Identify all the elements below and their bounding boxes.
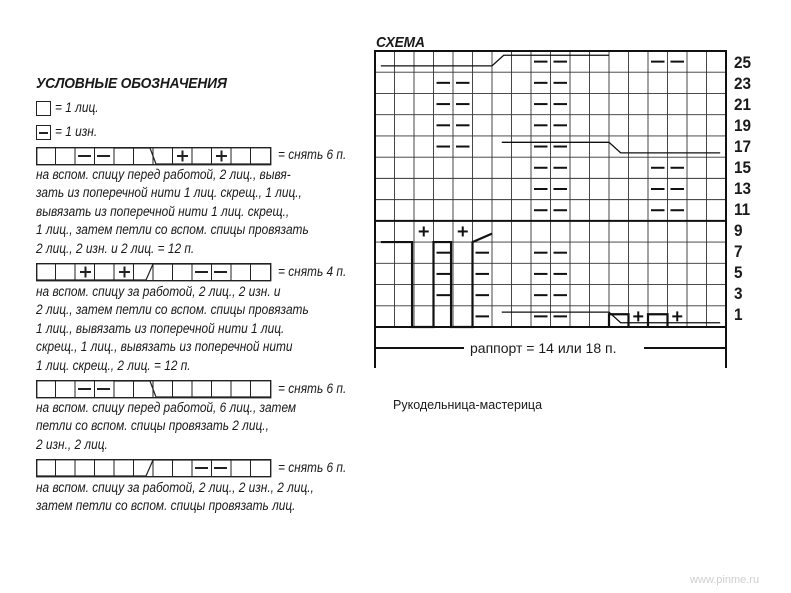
row-number-1: 1 xyxy=(734,305,743,324)
cable-symbol-4 xyxy=(36,459,272,478)
cable-3-line-3: 2 изн., 2 лиц. xyxy=(36,436,108,452)
row-number-5: 5 xyxy=(734,263,743,282)
cable-1-line-4: 1 лиц., затем петли со вспом. спицы провязать xyxy=(36,222,309,238)
cable-1-line-2: зать из поперечной нити 1 лиц. скрещ., 1 лиц., xyxy=(36,185,302,201)
row-number-3: 3 xyxy=(734,284,743,303)
row-number-9: 9 xyxy=(734,221,743,240)
cable-outline xyxy=(381,55,609,66)
cable-2-line-4: скрещ., 1 лиц., вывязать из поперечной нити xyxy=(36,339,293,355)
watermark: www.pinme.ru xyxy=(690,574,760,586)
cable-3-label: = снять 6 п. xyxy=(278,381,347,396)
cable-2-line-3: 1 лиц., вывязать из поперечной нити 1 лиц. xyxy=(36,320,285,336)
cable-symbol-3 xyxy=(36,380,272,399)
row-number-7: 7 xyxy=(734,242,743,261)
row-number-19: 19 xyxy=(734,116,752,135)
cable-symbol-1 xyxy=(36,147,272,166)
knit-symbol xyxy=(36,101,51,116)
cable-4-line-1: на вспом. спицу за работой, 2 лиц., 2 изн., 2 лиц., xyxy=(36,480,314,495)
knitting-chart xyxy=(374,50,729,372)
row-number-23: 23 xyxy=(734,74,752,93)
purl-symbol xyxy=(36,125,51,140)
cable-symbol-2 xyxy=(36,263,272,282)
row-number-13: 13 xyxy=(734,179,752,198)
row-number-17: 17 xyxy=(734,137,752,156)
repeat-label: раппорт = 14 или 18 п. xyxy=(470,340,617,356)
row-number-15: 15 xyxy=(734,158,752,177)
chart-title: СХЕМА xyxy=(376,34,425,51)
row-number-21: 21 xyxy=(734,95,752,114)
credit-text: Рукодельница-мастерица xyxy=(393,398,543,412)
cable-2-line-5: 1 лиц. скрещ., 2 лиц. = 12 п. xyxy=(36,357,191,373)
cable-1-line-3: вывязать из поперечной нити 1 лиц. скрещ., xyxy=(36,203,290,219)
cable-1-line-1: на вспом. спицу перед работой, 2 лиц., вывя- xyxy=(36,167,291,182)
legend-title: УСЛОВНЫЕ ОБОЗНАЧЕНИЯ xyxy=(36,75,227,92)
purl-label: = 1 изн. xyxy=(55,124,98,139)
cable-4-label: = снять 6 п. xyxy=(278,460,347,475)
cable-outline xyxy=(381,234,492,327)
cable-3-line-1: на вспом. спицу перед работой, 6 лиц., затем xyxy=(36,400,297,415)
cable-1-line-5: 2 лиц., 2 изн. и 2 лиц. = 12 п. xyxy=(36,240,195,256)
cable-1-label: = снять 6 п. xyxy=(278,147,347,162)
knit-label: = 1 лиц. xyxy=(55,100,99,115)
row-number-25: 25 xyxy=(734,53,752,72)
cable-2-line-1: на вспом. спицу за работой, 2 лиц., 2 изн. и xyxy=(36,284,281,299)
cable-2-label: = снять 4 п. xyxy=(278,264,347,279)
cable-4-line-2: затем петли со вспом. спицы провязать лиц. xyxy=(36,498,296,514)
cable-2-line-2: 2 лиц., затем петли со вспом. спицы провязать xyxy=(36,302,309,318)
row-number-11: 11 xyxy=(734,200,751,219)
cable-3-line-2: петли со вспом. спицы провязать 2 лиц., xyxy=(36,418,269,434)
